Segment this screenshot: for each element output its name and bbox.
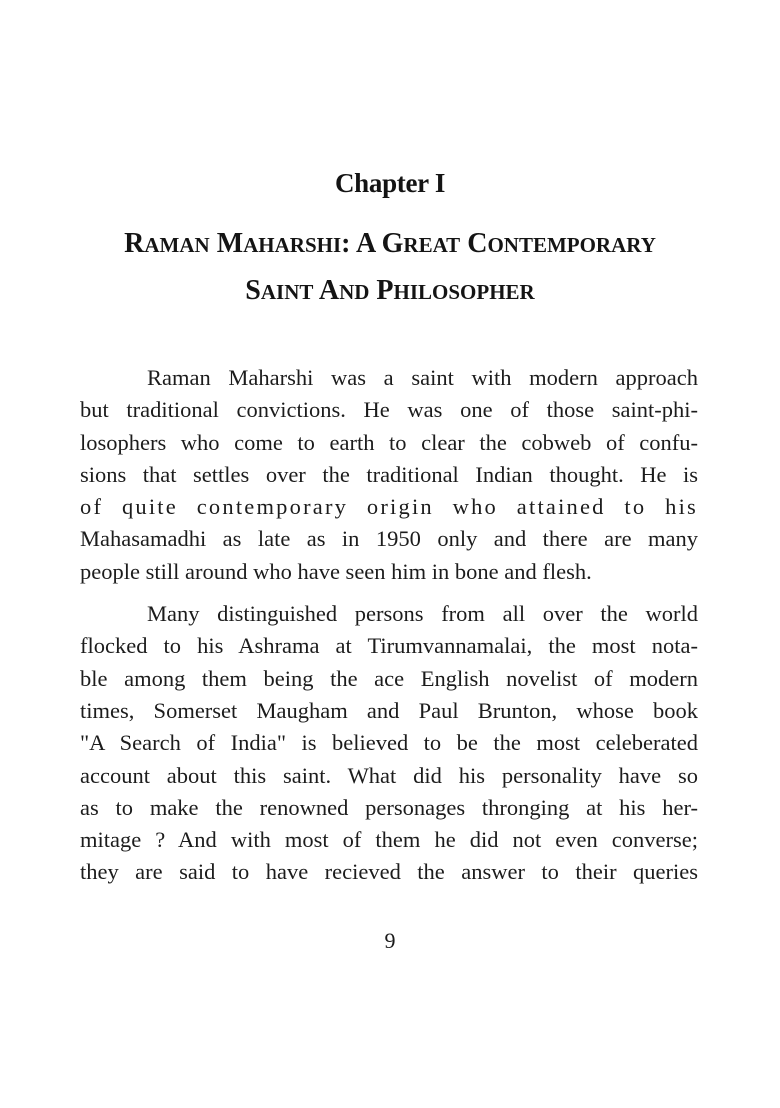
title-smallcaps: AINT: [260, 280, 314, 304]
text-line: times, Somerset Maugham and Paul Brunton, whose book: [80, 697, 698, 723]
title-smallcaps: ONTEMPORARY: [487, 233, 656, 257]
title-cap: R: [124, 228, 145, 259]
title-cap: C: [460, 228, 488, 259]
text-line: "A Search of India" is believed to be the most celeberated: [80, 730, 698, 756]
body-text: [80, 362, 698, 899]
chapter-title-line-2: [80, 269, 700, 316]
title-cap: A: [313, 275, 340, 306]
text-line: but traditional convictions. He was one of those saint-phi-: [80, 397, 698, 423]
paragraph-1: [80, 362, 698, 588]
title-smallcaps: REAT: [403, 233, 461, 257]
title-cap: S: [245, 275, 261, 306]
chapter-label: Chapter I: [334, 168, 446, 198]
text-line: of quite contemporary origin who attained to his: [80, 494, 698, 520]
paragraph-2: [80, 598, 698, 889]
text-line: they are said to have recieved the answer to their queries: [80, 859, 698, 885]
text-line: Mahasamadhi as late as in 1950 only and there are many: [80, 526, 698, 552]
title-smallcaps: HILOSOPHER: [393, 280, 535, 304]
text-line: sions that settles over the traditional Indian thought. He is: [80, 461, 698, 487]
title-smallcaps: ND: [339, 280, 370, 304]
title-smallcaps: AMAN: [144, 233, 210, 257]
page-number: 9: [384, 928, 396, 953]
title-smallcaps: AHARSHI: [243, 233, 342, 257]
text-line: Raman Maharshi was a saint with modern approach: [147, 365, 698, 390]
title-cap: P: [369, 275, 394, 306]
chapter-title-line-1: [80, 222, 700, 269]
text-line: Many distinguished persons from all over the world: [147, 601, 698, 627]
chapter-title: [80, 222, 700, 316]
text-line: as to make the renowned personages thronging at his her-: [80, 794, 698, 820]
text-line: mitage ? And with most of them he did not even converse;: [80, 827, 698, 853]
text-line: losophers who come to earth to clear the cobweb of confu-: [80, 429, 698, 455]
text-line: flocked to his Ashrama at Tirumvannamalai, the most nota-: [80, 633, 698, 659]
text-line: account about this saint. What did his personality have so: [80, 762, 698, 788]
title-cap: : A G: [341, 228, 404, 259]
text-line: ble among them being the ace English novelist of modern: [80, 665, 698, 691]
title-cap: M: [209, 228, 244, 259]
text-line: people still around who have seen him in bone and flesh.: [80, 558, 592, 584]
